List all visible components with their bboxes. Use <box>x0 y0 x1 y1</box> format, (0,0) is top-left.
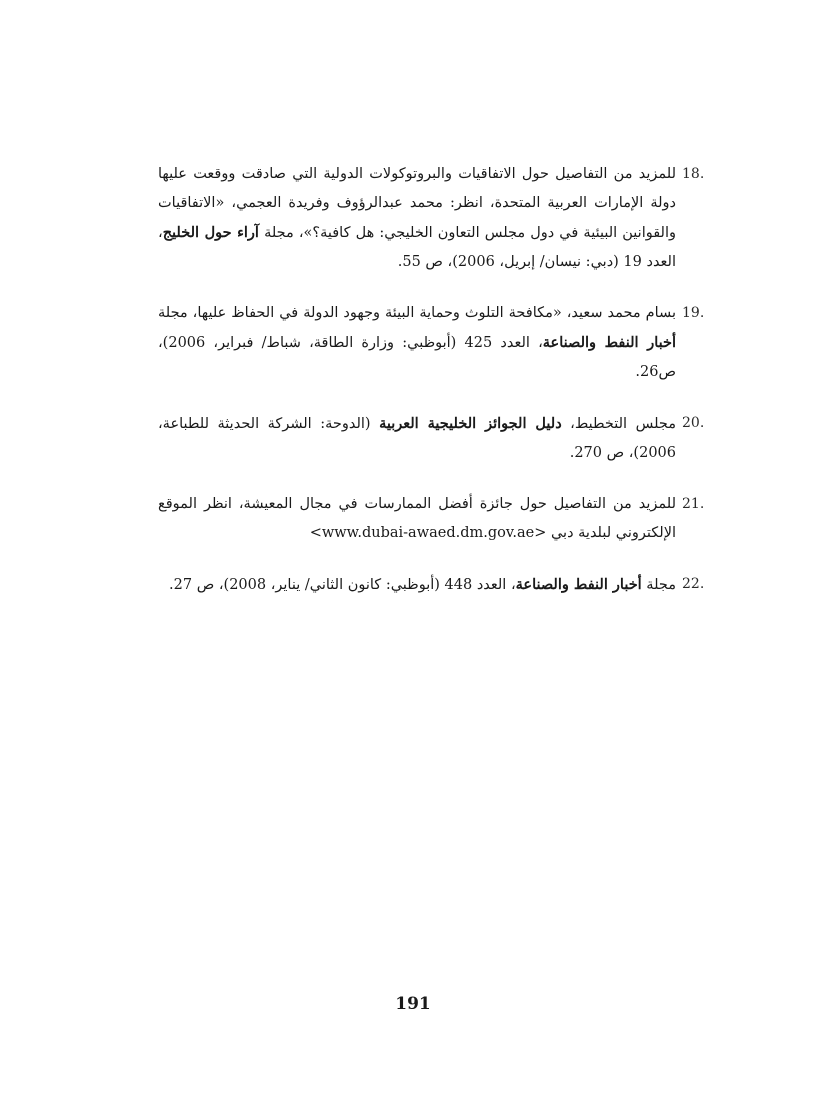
footnote-number: 20. <box>682 415 705 431</box>
footnote-segment: ، العدد 448 (أبوظبي: كانون الثاني/ يناير، 2008)، ص 27. <box>169 577 516 593</box>
footnote-segment: ، العدد 19 (دبي: نيسان/ إبريل، 2006)، ص 55. <box>158 225 676 270</box>
footnote-text <box>158 166 676 270</box>
footnote-number: 19. <box>682 305 705 321</box>
journal-title: آراء حول الخليج <box>162 224 259 241</box>
journal-title: أخبار النفط والصناعة <box>515 576 642 593</box>
book-title: دليل الجوائز الخليجية العربية <box>379 415 562 432</box>
footnote-number: 22. <box>682 576 705 592</box>
footnote-segment: بسام محمد سعيد، «مكافحة التلوث وحماية البيئة وجهود الدولة في الحفاظ عليها، مجلة <box>158 305 676 321</box>
footnote-text <box>169 577 676 593</box>
footnote-18 <box>158 160 705 277</box>
footnote-21 <box>158 490 705 548</box>
footnote-segment: (الدوحة: الشركة الحديثة للطباعة، 2006)، ص 270. <box>158 416 676 461</box>
footnote-number: 21. <box>682 496 705 512</box>
footnote-text <box>158 496 676 541</box>
footnote-19 <box>158 299 705 387</box>
footnote-segment: مجلة <box>641 577 676 593</box>
footnote-number: 18. <box>682 166 705 182</box>
footnote-segment: ، العدد 425 (أبوظبي: وزارة الطاقة، شباط/ فبراير، 2006)، ص26. <box>158 335 676 380</box>
footnote-text <box>158 416 676 461</box>
footnote-segment: للمزيد من التفاصيل حول الاتفاقيات والبروتوكولات الدولية التي صادقت ووقعت عليها دولة الإمارات العربية المتحدة، انظر: محمد عبدالرؤوف وفريدة العجمي، «الاتفاقيات والقوانين البيئية في دول مجلس التعاون الخليجي: هل كافية؟»، مجلة <box>158 166 676 241</box>
journal-title: أخبار النفط والصناعة <box>542 334 676 351</box>
footnote-22 <box>158 570 705 600</box>
footnote-segment: مجلس التخطيط، <box>561 416 676 432</box>
footnote-20 <box>158 409 705 468</box>
footnotes-list <box>158 160 705 622</box>
page-number: 191 <box>395 994 431 1014</box>
footnote-segment: للمزيد من التفاصيل حول جائزة أفضل الممارسات في مجال المعيشة، انظر الموقع الإلكتروني لبلدية دبي <box>158 496 676 541</box>
footnote-text <box>158 305 676 380</box>
website-url-link[interactable]: <www.dubai-awaed.dm.gov.ae> <box>309 525 547 541</box>
